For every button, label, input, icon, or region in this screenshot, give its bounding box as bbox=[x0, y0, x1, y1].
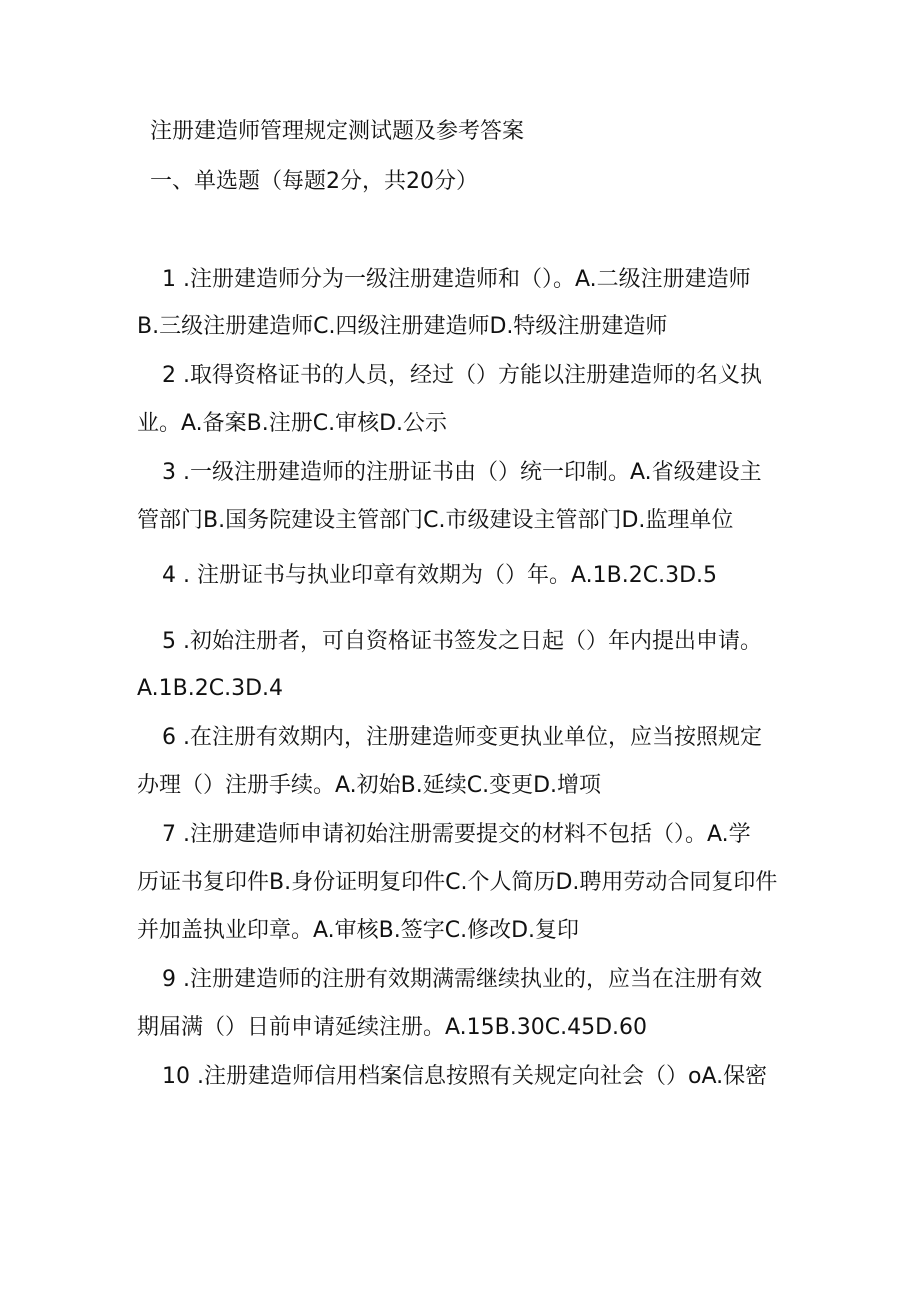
question-10-line-1: 10 .注册建造师信用档案信息按照有关规定向社会（）oA.保密 bbox=[162, 1064, 768, 1089]
document-title: 注册建造师管理规定测试题及参考答案 bbox=[150, 119, 525, 144]
question-7-line-3: 并加盖执业印章。A.审核B.签字C.修改D.复印 bbox=[137, 918, 580, 943]
section-heading: 一、单选题（每题2分，共20分） bbox=[150, 169, 478, 194]
question-3-line-1: 3 .一级注册建造师的注册证书由（）统一印制。A.省级建设主 bbox=[162, 460, 762, 485]
question-9-line-2: 期届满（）日前申请延续注册。A.15B.30C.45D.60 bbox=[137, 1015, 648, 1040]
question-6-line-2: 办理（）注册手续。A.初始B.延续C.变更D.增项 bbox=[137, 773, 602, 798]
question-3-line-2: 管部门B.国务院建设主管部门C.市级建设主管部门D.监理单位 bbox=[137, 508, 734, 533]
question-4-line-1: 4 . 注册证书与执业印章有效期为（）年。A.1B.2C.3D.5 bbox=[162, 563, 717, 588]
question-1-line-1: 1 .注册建造师分为一级注册建造师和（）。A.二级注册建造师 bbox=[162, 267, 751, 292]
question-5-line-1: 5 .初始注册者，可自资格证书签发之日起（）年内提出申请。 bbox=[162, 629, 762, 654]
question-1-line-2: B.三级注册建造师C.四级注册建造师D.特级注册建造师 bbox=[137, 314, 668, 339]
question-7-line-1: 7 .注册建造师申请初始注册需要提交的材料不包括（）。A.学 bbox=[162, 822, 751, 847]
question-7-line-2: 历证书复印件B.身份证明复印件C.个人简历D.聘用劳动合同复印件 bbox=[137, 870, 778, 895]
question-2-line-1: 2 .取得资格证书的人员，经过（）方能以注册建造师的名义执 bbox=[162, 363, 762, 388]
question-9-line-1: 9 .注册建造师的注册有效期满需继续执业的，应当在注册有效 bbox=[162, 967, 762, 992]
question-2-line-2: 业。A.备案B.注册C.审核D.公示 bbox=[137, 411, 448, 436]
question-6-line-1: 6 .在注册有效期内，注册建造师变更执业单位，应当按照规定 bbox=[162, 725, 762, 750]
question-5-line-2: A.1B.2C.3D.4 bbox=[137, 676, 284, 701]
